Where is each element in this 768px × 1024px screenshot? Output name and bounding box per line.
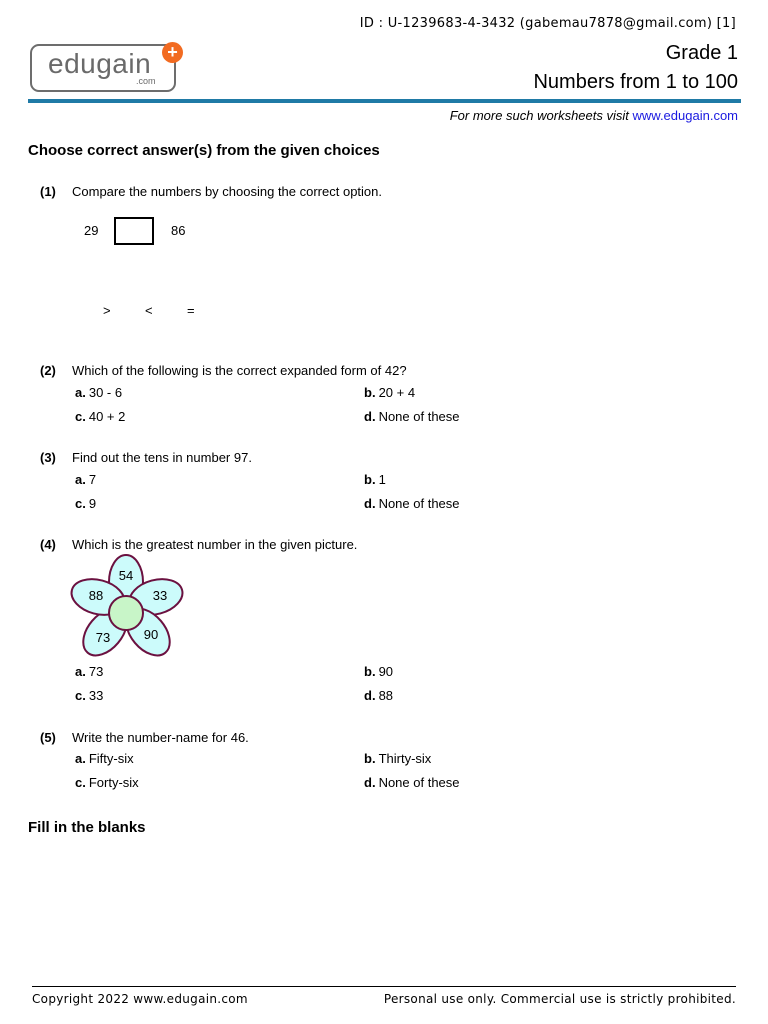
option-b[interactable] <box>364 472 386 487</box>
option-letter: a. <box>75 664 86 679</box>
option-letter: b. <box>364 385 376 400</box>
plus-icon: + <box>162 42 183 63</box>
symbol-equals[interactable]: = <box>187 303 195 318</box>
option-c[interactable] <box>75 409 125 424</box>
option-letter: d. <box>364 688 376 703</box>
option-a[interactable] <box>75 385 122 400</box>
option-text: 20 + 4 <box>378 385 416 400</box>
section-title-mcq: Choose correct answer(s) from the given choices <box>28 142 380 159</box>
option-text: 90 <box>378 664 394 679</box>
document-id: ID : U-1239683-4-3432 (gabemau7878@gmail.com) [1] <box>359 16 736 31</box>
option-text: Forty-six <box>88 775 139 790</box>
flower-picture <box>68 552 188 662</box>
option-letter: b. <box>364 664 376 679</box>
logo-text: edugain <box>48 48 152 79</box>
option-d[interactable] <box>364 688 393 703</box>
header-divider <box>28 99 741 103</box>
option-text: 73 <box>88 664 104 679</box>
question-number: (2) <box>40 363 56 378</box>
flower-center <box>109 596 143 630</box>
option-text: Thirty-six <box>378 751 432 766</box>
petal-number: 33 <box>152 588 168 603</box>
option-d[interactable] <box>364 409 460 424</box>
petal-number: 88 <box>88 588 104 603</box>
option-b[interactable] <box>364 664 393 679</box>
edugain-logo[interactable] <box>30 44 176 92</box>
question-number: (5) <box>40 730 56 745</box>
topic-title: Numbers from 1 to 100 <box>533 71 738 93</box>
footer-copyright: Copyright 2022 www.edugain.com <box>32 992 248 1006</box>
option-a[interactable] <box>75 664 103 679</box>
question-text: Compare the numbers by choosing the correct option. <box>72 184 383 199</box>
more-worksheets-text: For more such worksheets visit <box>449 108 633 123</box>
option-letter: d. <box>364 409 376 424</box>
question-text: Which of the following is the correct expanded form of 42? <box>72 363 407 378</box>
option-text: None of these <box>378 409 460 424</box>
petal-number: 73 <box>95 630 111 645</box>
question-number: (4) <box>40 537 56 552</box>
option-c[interactable] <box>75 688 103 703</box>
option-text: None of these <box>378 775 460 790</box>
question-text: Write the number-name for 46. <box>72 730 249 745</box>
question-text: Find out the tens in number 97. <box>72 450 252 465</box>
edugain-link[interactable]: www.edugain.com <box>632 108 738 123</box>
question-text: Which is the greatest number in the given picture. <box>72 537 358 552</box>
option-letter: c. <box>75 496 86 511</box>
option-text: 1 <box>378 472 386 487</box>
option-text: 7 <box>88 472 97 487</box>
option-text: Fifty-six <box>88 751 134 766</box>
compare-answer-box[interactable] <box>114 217 154 245</box>
option-text: 9 <box>88 496 97 511</box>
compare-right-number: 86 <box>171 223 186 238</box>
option-text: 88 <box>378 688 394 703</box>
option-text: 33 <box>88 688 104 703</box>
question-number: (1) <box>40 184 56 199</box>
option-c[interactable] <box>75 775 139 790</box>
question-number: (3) <box>40 450 56 465</box>
grade-title: Grade 1 <box>665 42 738 64</box>
option-a[interactable] <box>75 472 96 487</box>
more-worksheets-line <box>450 108 738 123</box>
footer-divider <box>32 986 736 987</box>
option-letter: d. <box>364 496 376 511</box>
option-text: 40 + 2 <box>88 409 126 424</box>
option-letter: a. <box>75 385 86 400</box>
option-d[interactable] <box>364 496 460 511</box>
option-text: 30 - 6 <box>88 385 123 400</box>
option-b[interactable] <box>364 751 431 766</box>
option-letter: b. <box>364 472 376 487</box>
petal-number: 90 <box>143 627 159 642</box>
option-letter: d. <box>364 775 376 790</box>
footer-notice: Personal use only. Commercial use is strictly prohibited. <box>383 992 736 1006</box>
logo-subtext: .com <box>136 76 156 86</box>
option-d[interactable] <box>364 775 460 790</box>
option-letter: a. <box>75 751 86 766</box>
option-letter: c. <box>75 409 86 424</box>
compare-left-number: 29 <box>84 223 99 238</box>
option-text: None of these <box>378 496 460 511</box>
symbol-less-than[interactable]: < <box>145 303 153 318</box>
option-letter: c. <box>75 775 86 790</box>
option-letter: c. <box>75 688 86 703</box>
option-c[interactable] <box>75 496 96 511</box>
option-b[interactable] <box>364 385 415 400</box>
option-letter: a. <box>75 472 86 487</box>
symbol-greater-than[interactable]: > <box>103 303 111 318</box>
option-a[interactable] <box>75 751 134 766</box>
section-title-fill-blanks: Fill in the blanks <box>28 819 146 836</box>
petal-number: 54 <box>118 568 134 583</box>
option-letter: b. <box>364 751 376 766</box>
